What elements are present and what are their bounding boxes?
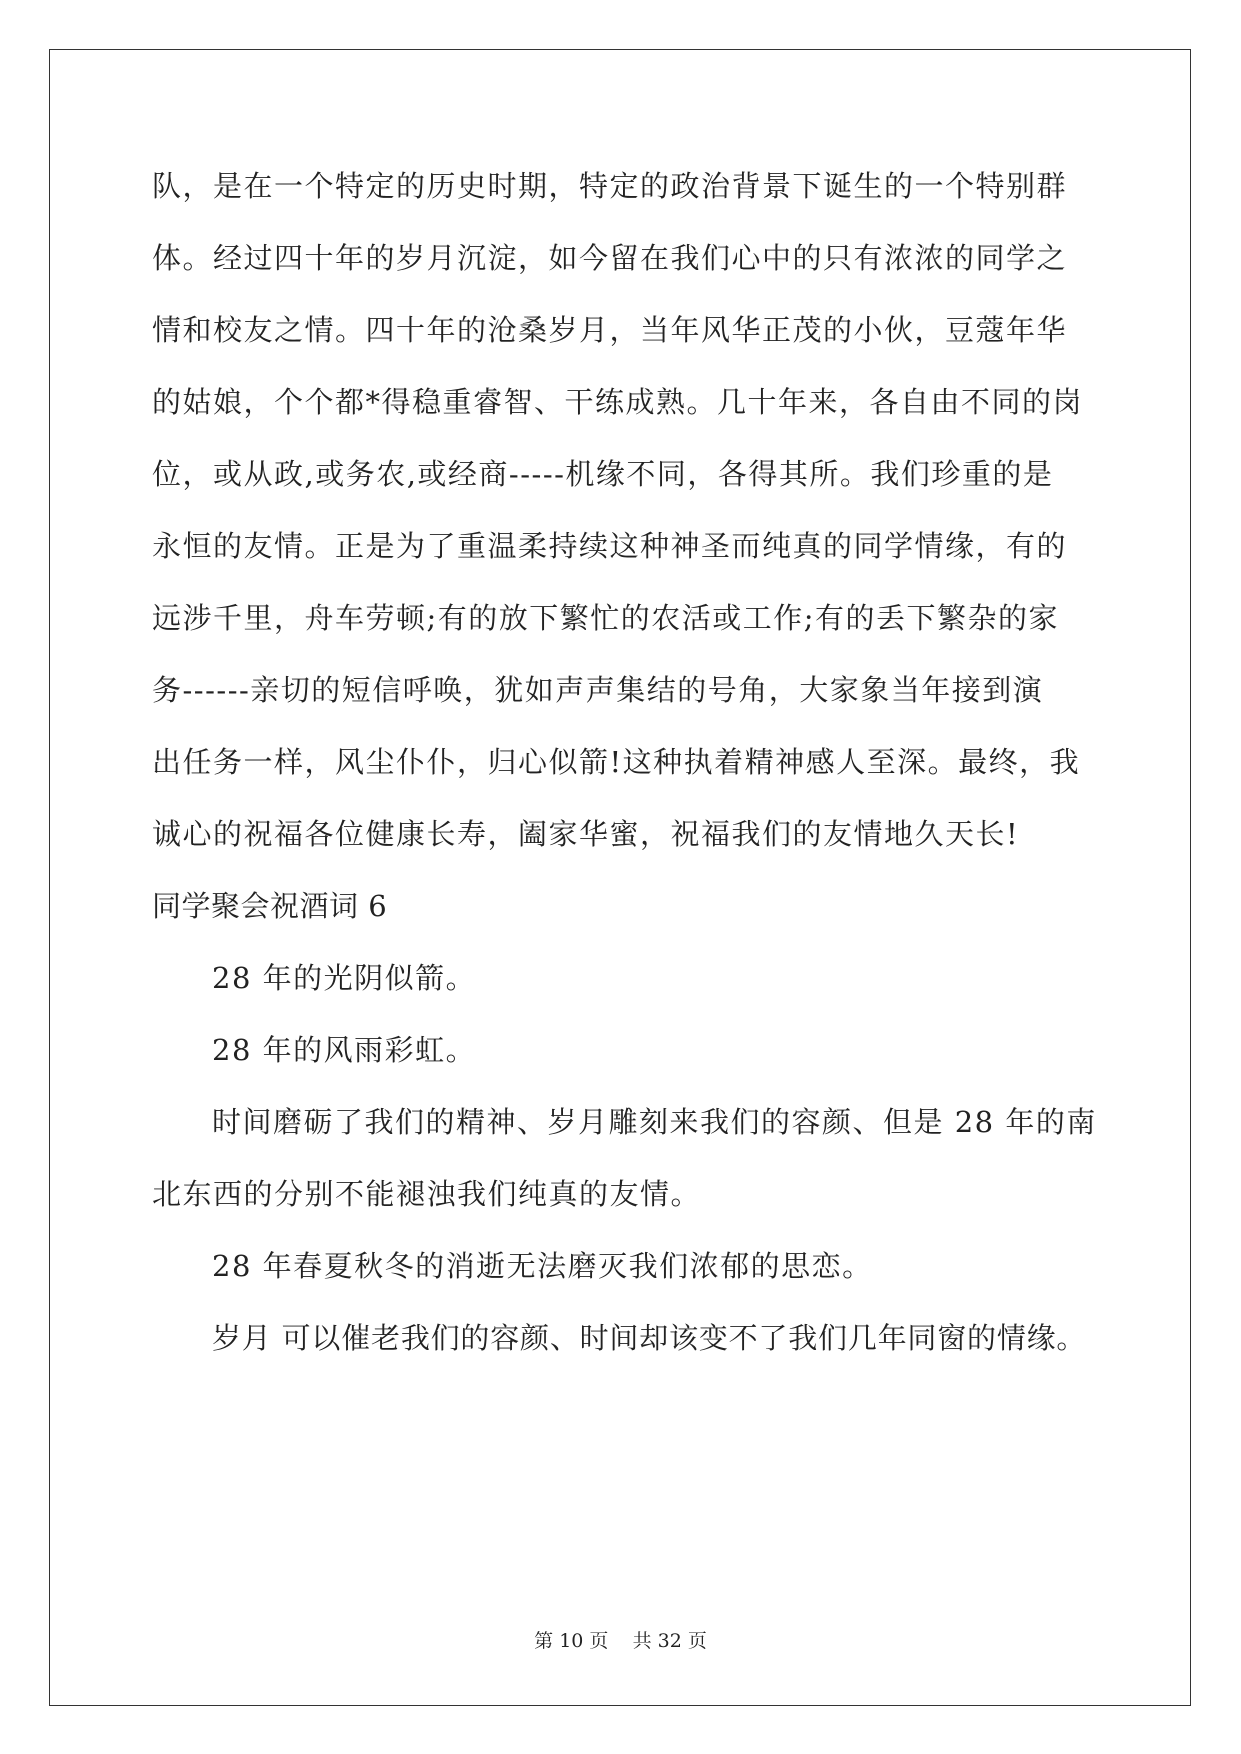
text-line: 远涉千里，舟车劳顿;有的放下繁忙的农活或工作;有的丢下繁杂的家 (152, 601, 1060, 635)
text-line: 诚心的祝福各位健康长寿，阖家华蜜，祝福我们的友情地久天长! (152, 817, 1020, 851)
text-line: 务------亲切的短信呼唤，犹如声声集结的号角，大家象当年接到演 (152, 673, 1044, 707)
page-footer (0, 1629, 1241, 1653)
text-line: 体。经过四十年的岁月沉淀，如今留在我们心中的只有浓浓的同学之 (152, 241, 1068, 275)
paragraph: 岁月 可以催老我们的容颜、时间却该变不了我们几年同窗的情缘。 (212, 1321, 1087, 1355)
text-line: 情和校友之情。四十年的沧桑岁月，当年风华正茂的小伙，豆蔻年华 (152, 313, 1068, 347)
page-border (49, 49, 1191, 1706)
paragraph-continuation: 北东西的分别不能褪浊我们纯真的友情。 (152, 1177, 702, 1211)
paragraph: 28 年的风雨彩虹。 (212, 1033, 477, 1067)
paragraph: 时间磨砺了我们的精神、岁月雕刻来我们的容颜、但是 28 年的南 (212, 1105, 1097, 1139)
text-line: 位，或从政,或务农,或经商-----机缘不同，各得其所。我们珍重的是 (152, 457, 1054, 491)
page-number: 第 10 页 共 32 页 (534, 1630, 707, 1652)
text-line: 队，是在一个特定的历史时期，特定的政治背景下诞生的一个特别群 (152, 169, 1068, 203)
text-line: 的姑娘，个个都*得稳重睿智、干练成熟。几十年来，各自由不同的岗 (152, 385, 1084, 419)
paragraph: 28 年的光阴似箭。 (212, 961, 477, 995)
text-line: 永恒的友情。正是为了重温柔持续这种神圣而纯真的同学情缘，有的 (152, 529, 1068, 563)
section-title: 同学聚会祝酒词 6 (152, 889, 388, 923)
paragraph: 28 年春夏秋冬的消逝无法磨灭我们浓郁的思恋。 (212, 1249, 873, 1283)
text-line: 出任务一样，风尘仆仆，归心似箭!这种执着精神感人至深。最终，我 (152, 745, 1081, 779)
